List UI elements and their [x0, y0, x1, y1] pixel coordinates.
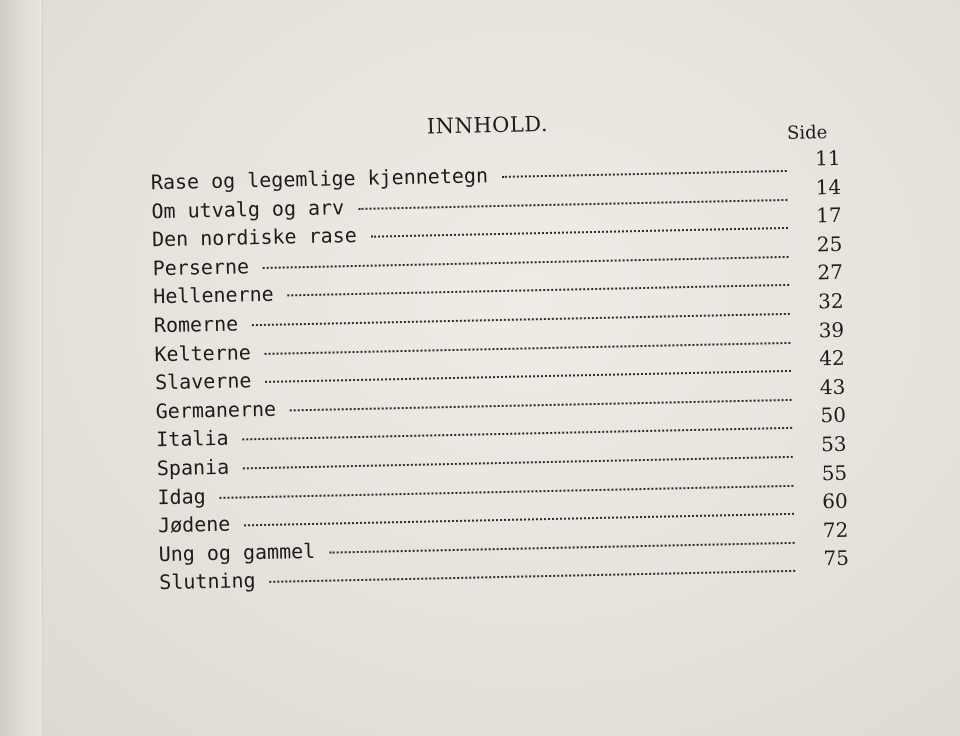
toc-entry-title: Ung og gammel: [158, 538, 316, 566]
dot-leader: [371, 226, 788, 238]
toc-entry-title: Romerne: [153, 311, 239, 338]
toc-entry-page: 32: [817, 288, 844, 314]
dot-leader: [244, 512, 794, 527]
dot-leader: [329, 541, 794, 554]
toc-entry-title: Hellenerne: [153, 282, 274, 309]
page-column-label: Side: [786, 122, 828, 144]
toc-entry-title: Italia: [156, 426, 229, 452]
toc-entry-title: Spania: [156, 454, 230, 481]
dot-leader: [265, 340, 791, 354]
toc-entry-title: Germanerne: [155, 396, 277, 423]
toc-entry-page: 43: [819, 374, 846, 400]
dot-leader: [252, 312, 790, 326]
toc-heading: INNHOLD.: [426, 111, 549, 139]
toc-entry-title: Perserne: [152, 254, 250, 281]
toc-entry-page: 27: [817, 260, 844, 285]
toc-entry-title: Slutning: [159, 568, 256, 595]
dot-leader: [243, 426, 793, 441]
dot-leader: [358, 198, 787, 210]
toc-entry-title: Om utvalg og arv: [151, 194, 345, 223]
toc-list: [150, 145, 850, 599]
toc-entry-title: Kelterne: [154, 339, 252, 366]
toc-entry-title: Rase og legemlige kjennetegn: [150, 163, 489, 195]
toc-entry-title: Jødene: [157, 511, 231, 538]
table-of-contents: [114, 87, 886, 663]
toc-entry-title: Den nordiske rase: [151, 223, 357, 252]
toc-entry-page: 42: [819, 345, 845, 371]
toc-entry-title: Slaverne: [154, 368, 252, 395]
toc-entry-page: 72: [822, 517, 849, 542]
dot-leader: [270, 569, 796, 583]
dot-leader: [265, 369, 791, 383]
toc-entry-page: 75: [823, 546, 850, 571]
toc-entry-page: 17: [816, 202, 842, 228]
dot-leader: [243, 455, 793, 470]
book-gutter: [0, 0, 43, 736]
toc-entry-page: 53: [820, 431, 847, 457]
toc-entry-page: 39: [818, 317, 845, 342]
toc-entry-page: 55: [821, 460, 848, 485]
toc-entry-page: 50: [820, 403, 847, 428]
toc-entry-page: 14: [815, 174, 842, 199]
dot-leader: [288, 283, 790, 297]
toc-entry-page: 25: [816, 231, 843, 257]
toc-entry-title: Idag: [157, 483, 206, 509]
toc-entry-page: 60: [822, 488, 848, 514]
dot-leader: [502, 169, 787, 178]
dot-leader: [263, 255, 789, 269]
toc-entry-page: 11: [814, 145, 841, 171]
dot-leader: [290, 398, 792, 412]
dot-leader: [220, 483, 794, 498]
